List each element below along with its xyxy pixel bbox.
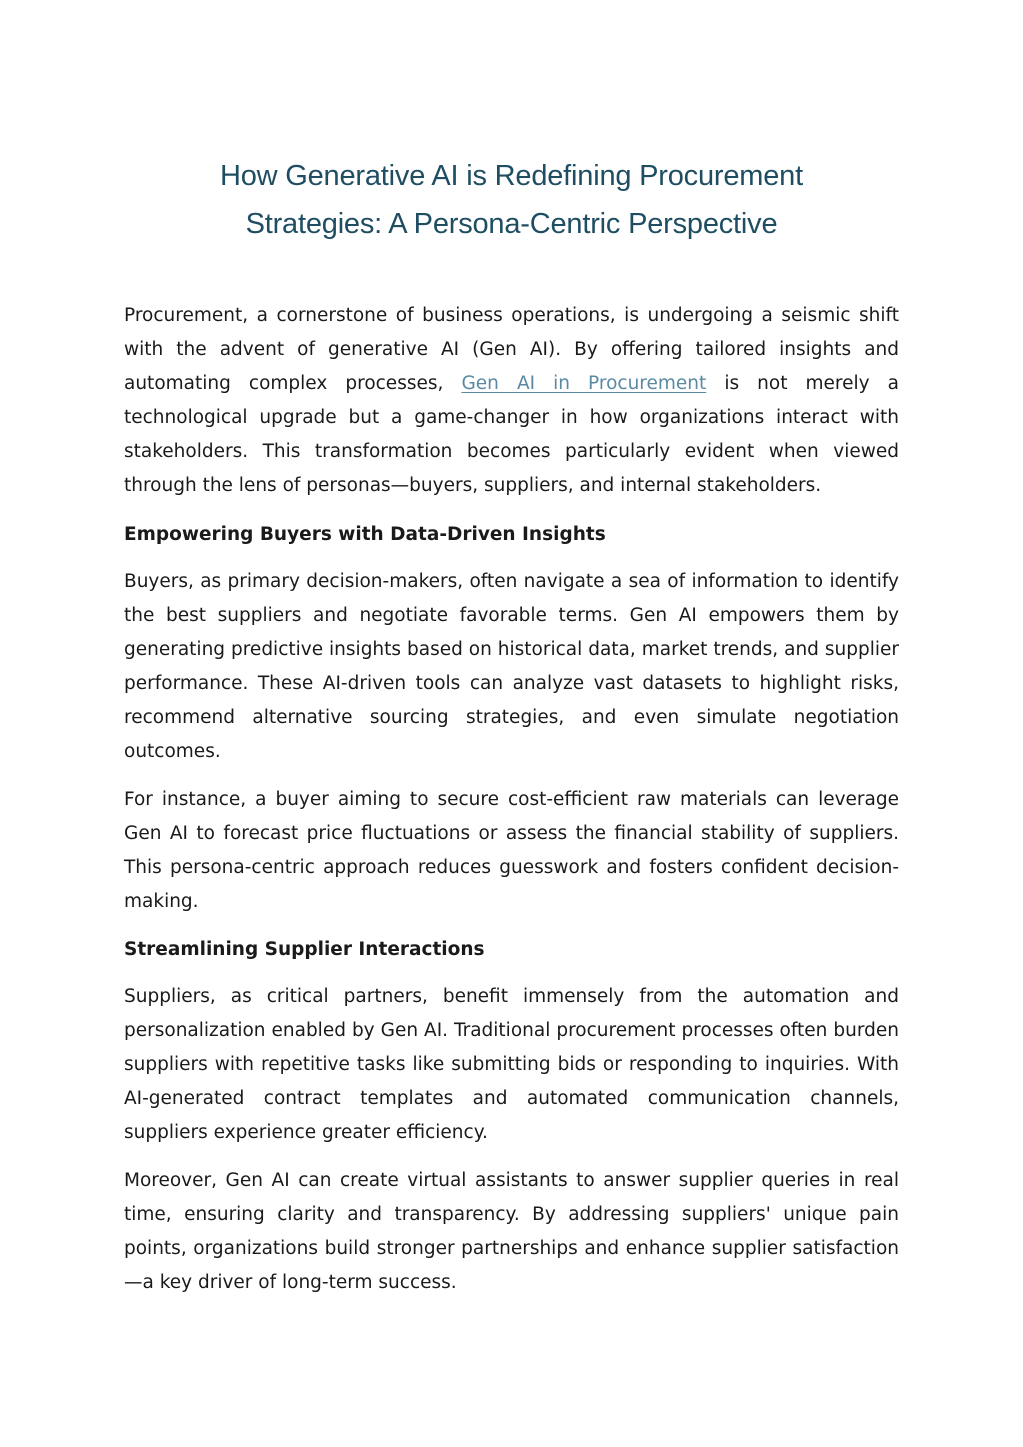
buyers-paragraph-1: Buyers, as primary decision-makers, often navigate a sea of information to identify the best suppliers and negotiate favorable terms. Gen AI empowers them by generating predictive insights based on historical data, market trends, and supplier performance. These AI-driven tools can analyze vast datasets to highlight risks, recommend alternative sourcing strategies, and even simulate negotiation outcomes.	[124, 571, 899, 762]
buyers-paragraph-2: For instance, a buyer aiming to secure cost-efficient raw materials can leverage Gen AI to forecast price fluctuations or assess the financial stability of suppliers. This persona-centric approach reduces guesswork and fosters confident decision-making.	[124, 789, 899, 912]
page-title-line-1: How Generative AI is Redefining Procurement	[220, 160, 803, 192]
suppliers-paragraph-1: Suppliers, as critical partners, benefit immensely from the automation and personalization enabled by Gen AI. Traditional procurement processes often burden suppliers with repetitive tasks like submitting bids or responding to inquiries. With AI-generated contract templates and automated communication channels, suppliers experience greater efficiency.	[124, 986, 899, 1143]
intro-text-after-link: is not merely a technological upgrade but a game-changer in how organizations interact with stakeholders. This transformation becomes particularly evident when viewed through the lens of personas—buyers, suppliers, and internal stakeholders.	[124, 373, 899, 496]
section-heading-suppliers: Streamlining Supplier Interactions	[124, 939, 485, 960]
section-heading-buyers: Empowering Buyers with Data-Driven Insights	[124, 524, 606, 545]
page-title	[124, 152, 899, 248]
intro-paragraph	[124, 299, 899, 503]
intro-text-before-link: Procurement, a cornerstone of business operations, is undergoing a seismic shift with the advent of generative AI (Gen AI). By offering tailored insights and automating complex processes,	[124, 305, 899, 394]
page-title-line-2: Strategies: A Persona-Centric Perspective	[245, 208, 778, 240]
suppliers-paragraph-2: Moreover, Gen AI can create virtual assistants to answer supplier queries in real time, ensuring clarity and transparency. By addressing suppliers' unique pain points, organizations build stronger partnerships and enhance supplier satisfaction—a key driver of long-term success.	[124, 1170, 899, 1293]
gen-ai-procurement-link[interactable]: Gen AI in Procurement	[461, 373, 707, 394]
